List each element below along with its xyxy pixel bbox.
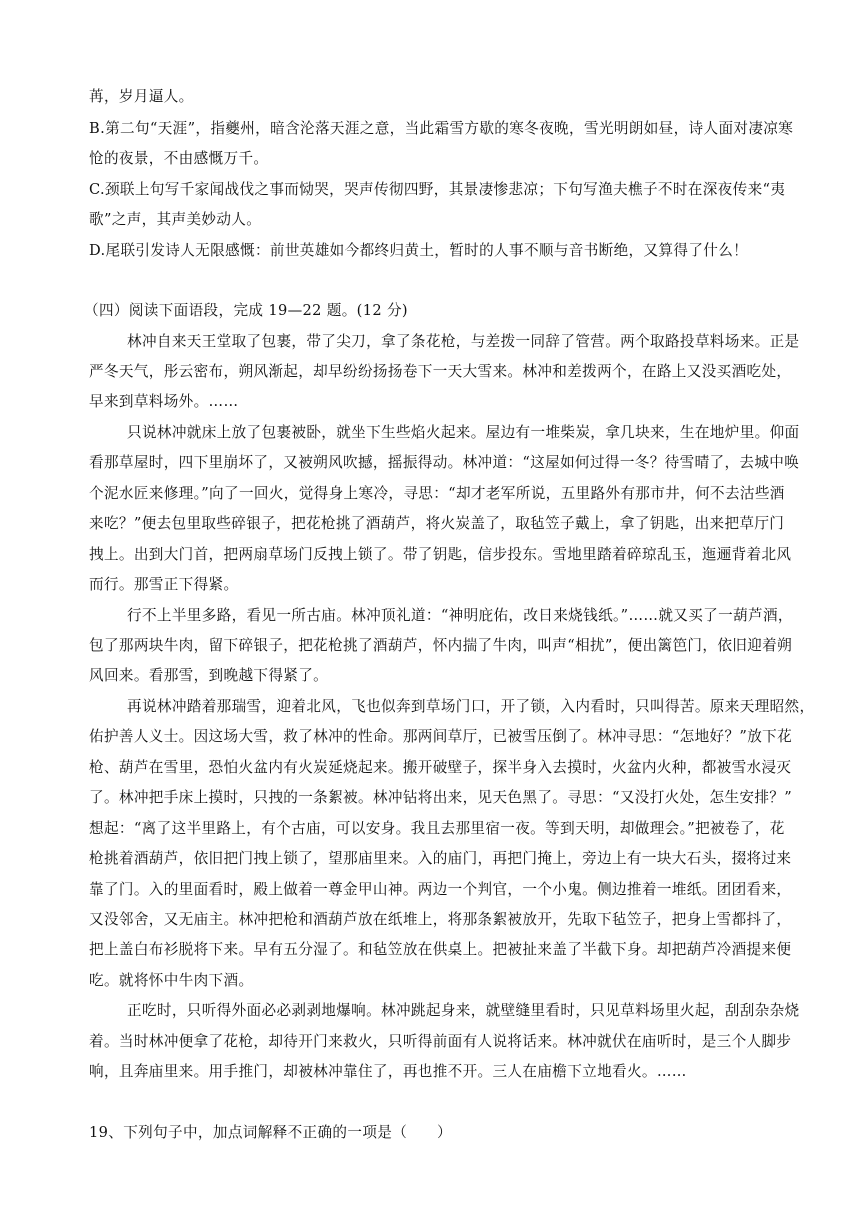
passage-line: 来吃？”便去包里取些碎银子，把花枪挑了酒葫芦，将火炭盖了，取毡笠子戴上，拿了钥匙，出来把草厅门 — [89, 515, 785, 532]
passage-line: 林冲自来天王堂取了包裹，带了尖刀，拿了条花枪，与差拨一同辞了管营。两个取路投草料场来。正是 — [127, 333, 800, 350]
option-a-tail: 苒，岁月逼人。 — [89, 88, 194, 105]
passage-line: 吃。就将怀中牛肉下酒。 — [89, 972, 254, 989]
passage-line: 佑护善人义士。因这场大雪，救了林冲的性命。那两间草厅，已被雪压倒了。林冲寻思：“怎地好？”放下花 — [89, 728, 793, 745]
option-b-line-1: B.第二句“天涯”，指夔州，暗含沦落天涯之意，当此霜雪方歇的寒冬夜晚，雪光明朗如昼，诗人面对凄凉寒 — [89, 120, 794, 137]
passage-line: 风回来。看那雪，到晚越下得紧了。 — [89, 667, 329, 684]
passage-line: 又没邻舍，又无庙主。林冲把枪和酒葫芦放在纸堆上，将那条絮被放开，先取下毡笠子，把身上雪都抖了， — [89, 911, 792, 928]
option-d-line: D.尾联引发诗人无限感慨：前世英雄如今都终归黄土，暂时的人事不顺与音书断绝，又算得了什么！ — [89, 242, 749, 259]
passage-line: 严冬天气，彤云密布，朔风渐起，却早纷纷扬扬卷下一天大雪来。林冲和差拨两个，在路上又没买酒吃处， — [89, 363, 792, 380]
passage-line: 枪挑着酒葫芦，依旧把门拽上锁了，望那庙里来。入的庙门，再把门掩上，旁边上有一块大石头，掇将过来 — [89, 850, 792, 867]
passage-line: 响，且奔庙里来。用手推门，却被林冲靠住了，再也推不开。三人在庙檐下立地看火。…… — [89, 1063, 687, 1080]
passage-line: 看那草屋时，四下里崩坏了，又被朔风吹撼，摇振得动。林冲道：“这屋如何过得一冬？待雪晴了，去城中唤 — [89, 454, 800, 471]
passage-line: 把上盖白布衫脱将下来。早有五分湿了。和毡笠放在供桌上。把被扯来盖了半截下身。却把葫芦冷酒提来便 — [89, 941, 792, 958]
section-heading: （四）阅读下面语段，完成 19—22 题。(12 分) — [84, 302, 408, 319]
passage-line: 枪、葫芦在雪里，恐怕火盆内有火炭延烧起来。搬开破壁子，探半身入去摸时，火盆内火种，都被雪水浸灭 — [89, 759, 792, 776]
passage-line: 正吃时，只听得外面必必剥剥地爆响。林冲跳起身来，就壁缝里看时，只见草料场里火起，刮刮杂杂烧 — [127, 1002, 800, 1019]
passage-line: 着。当时林冲便拿了花枪，却待开门来救火，只听得前面有人说将话来。林冲就伏在庙听时，是三个人脚步 — [89, 1033, 792, 1050]
passage-line: 个泥水匠来修理。”向了一回火，觉得身上寒冷，寻思：“却才老军所说，五里路外有那市井，何不去沽些酒 — [89, 485, 785, 502]
passage-line: 拽上。出到大门首，把两扇草场门反拽上锁了。带了钥匙，信步投东。雪地里踏着碎琼乱玉，迤逦背着北风 — [89, 546, 792, 563]
passage-line: 而行。那雪正下得紧。 — [89, 576, 239, 593]
option-c-line-1: C.颈联上句写千家闻战伐之事而恸哭，哭声传彻四野，其景凄惨悲凉；下句写渔夫樵子不时在深夜传来“夷 — [89, 181, 786, 198]
passage-line: 再说林冲踏着那瑞雪，迎着北风，飞也似奔到草场门口，开了锁，入内看时，只叫得苦。原来天理昭然， — [127, 698, 815, 715]
option-c-line-2: 歌”之声，其声美妙动人。 — [89, 211, 262, 228]
question-19: 19、下列句子中，加点词解释不正确的一项是（ ） — [89, 1124, 452, 1141]
passage-line: 早来到草料场外。…… — [89, 393, 239, 410]
option-b-line-2: 怆的夜景，不由感慨万千。 — [89, 150, 269, 167]
passage-line: 只说林冲就床上放了包裹被卧，就坐下生些焰火起来。屋边有一堆柴炭，拿几块来，生在地炉里。仰面 — [127, 424, 800, 441]
passage-line: 行不上半里多路，看见一所古庙。林冲顶礼道：“神明庇佑，改日来烧钱纸。”……就又买了一葫芦酒， — [127, 607, 793, 624]
passage-line: 想起：“离了这半里路上，有个古庙，可以安身。我且去那里宿一夜。等到天明，却做理会。”把被卷了，花 — [89, 820, 785, 837]
passage-line: 了。林冲把手床上摸时，只拽的一条絮被。林冲钻将出来，见天色黑了。寻思：“又没打火处，怎生安排？” — [89, 789, 793, 806]
passage-line: 靠了门。入的里面看时，殿上做着一尊金甲山神。两边一个判官，一个小鬼。侧边推着一堆纸。团团看来， — [89, 881, 792, 898]
passage-line: 包了那两块牛肉，留下碎银子，把花枪挑了酒葫芦，怀内揣了牛肉，叫声“相扰”，便出篱笆门，依旧迎着朔 — [89, 637, 793, 654]
